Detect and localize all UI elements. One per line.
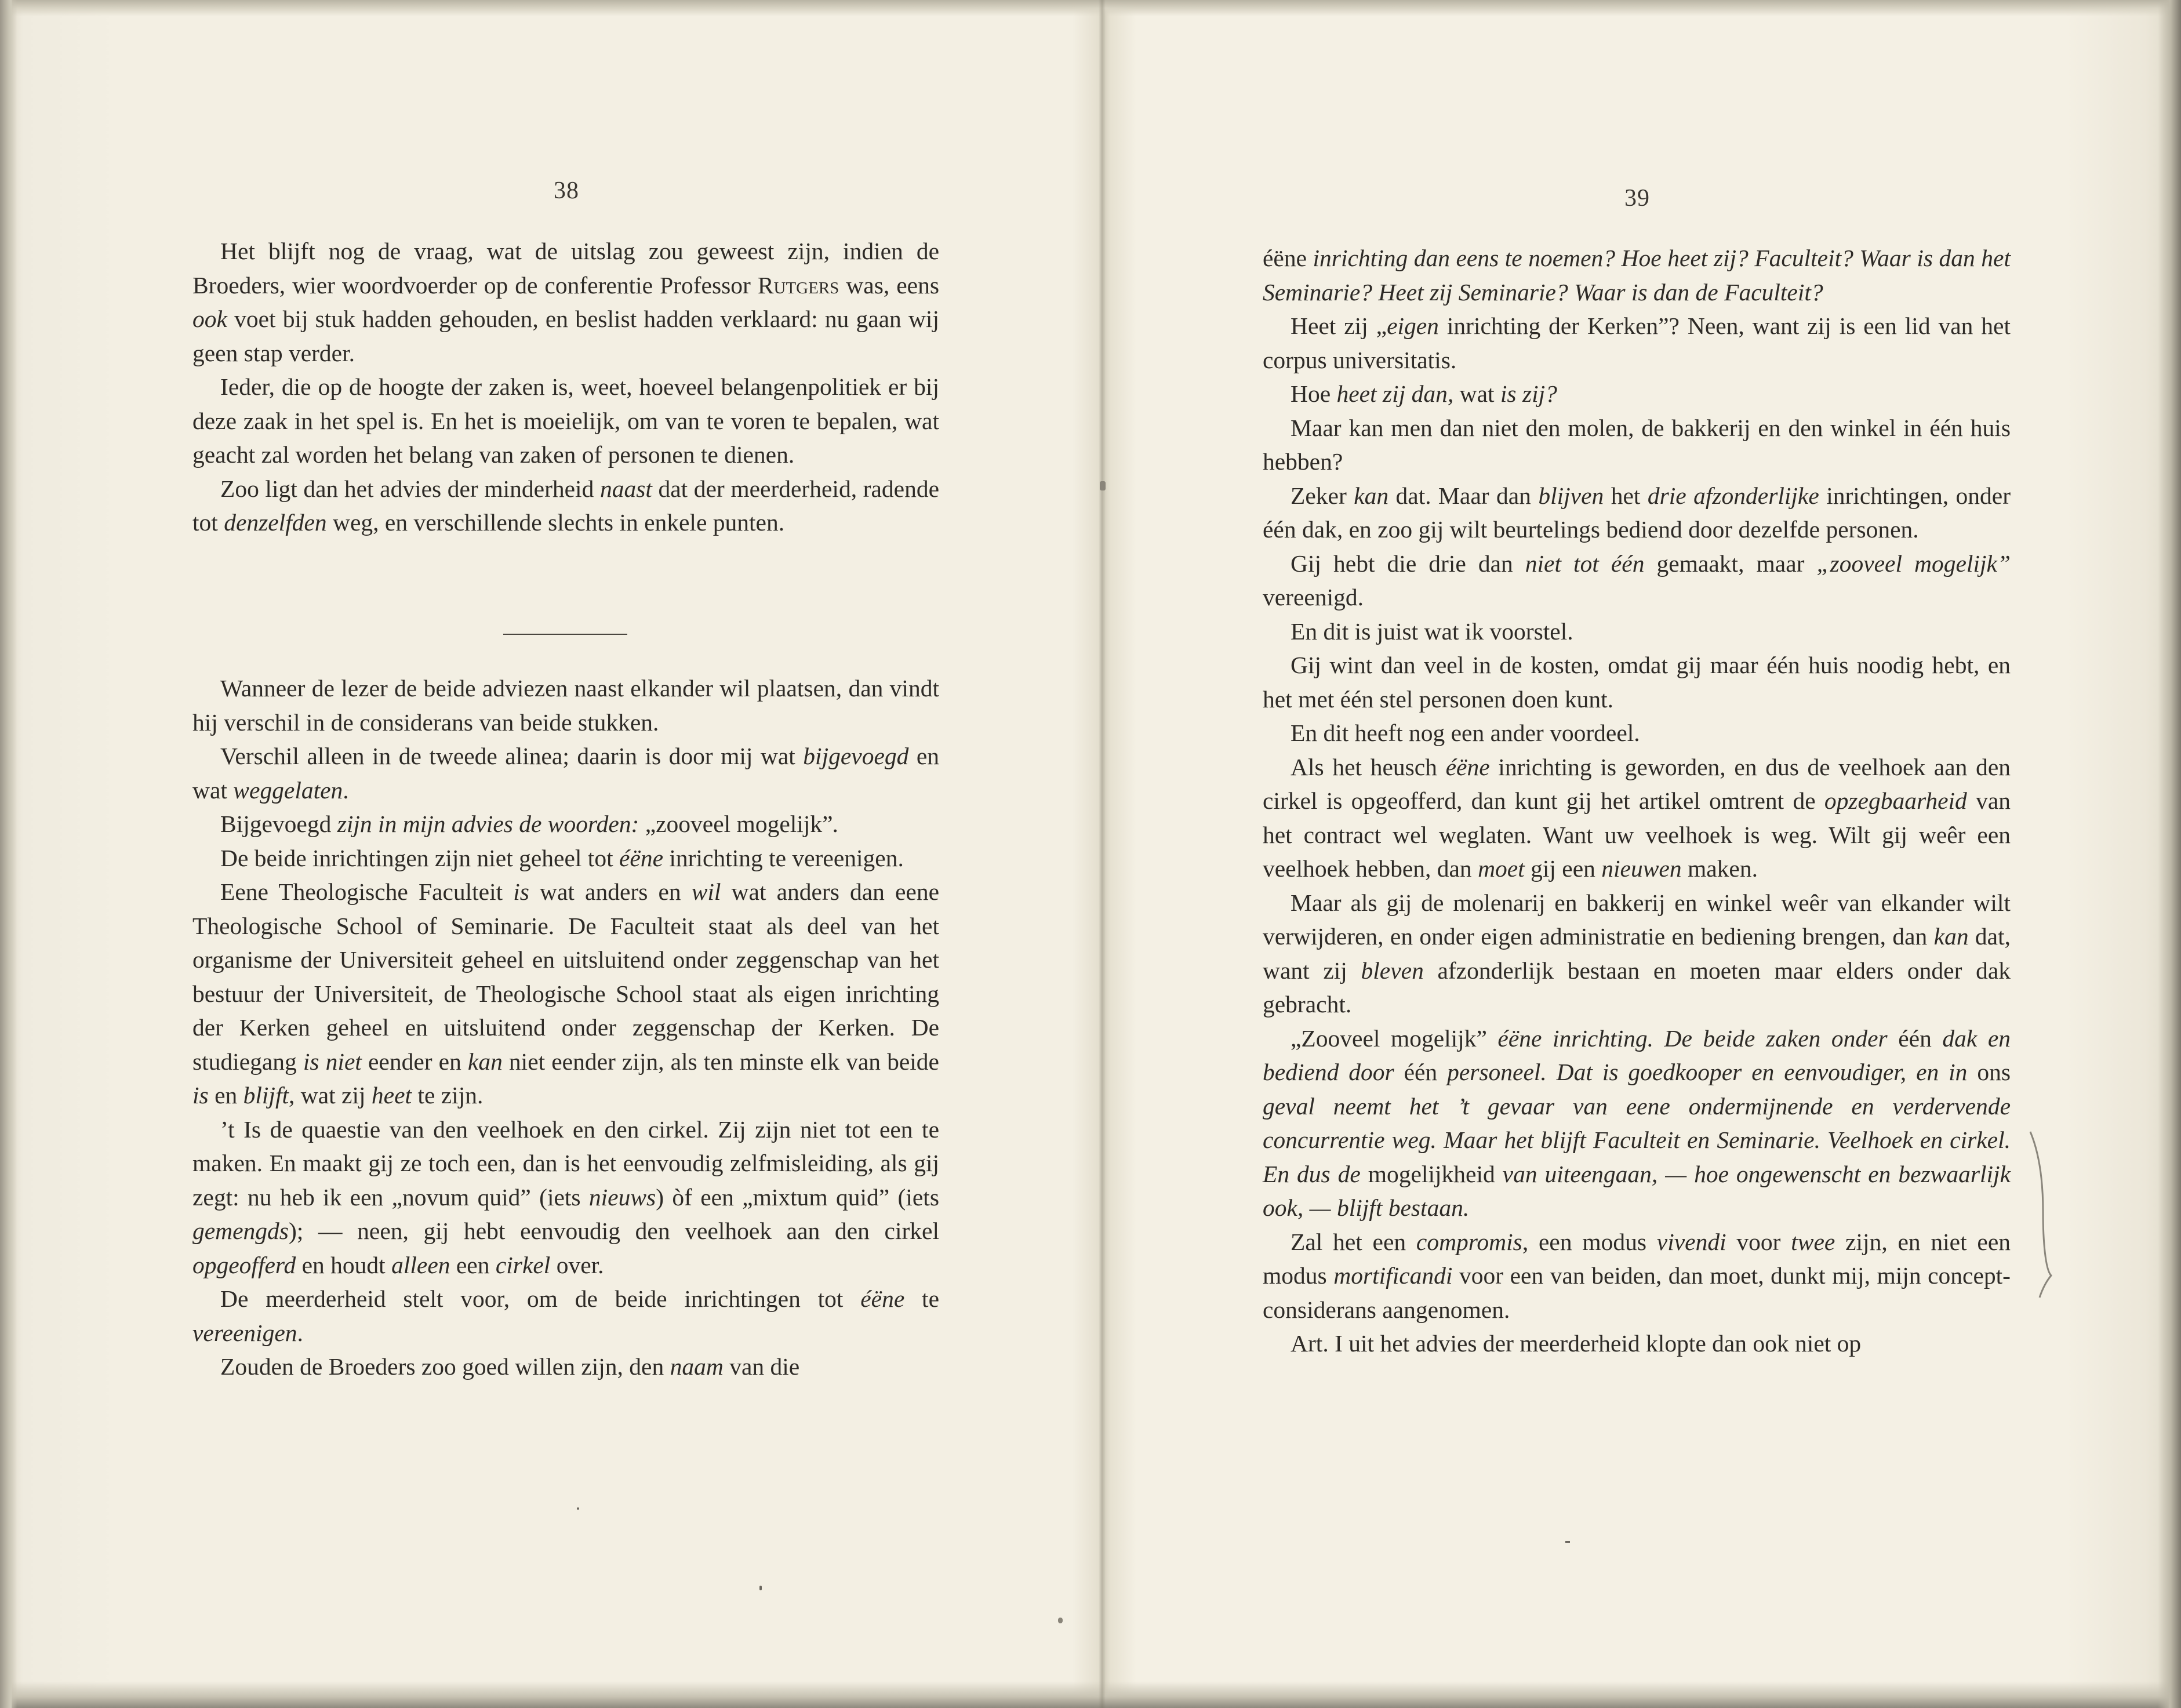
italic-emphasis: éëne <box>860 1285 905 1312</box>
paragraph <box>192 841 939 875</box>
text-run: , een modus <box>1522 1228 1657 1255</box>
paper-speck <box>1565 1541 1570 1543</box>
italic-emphasis: wil <box>691 878 721 905</box>
paragraph: Gij wint dan veel in de kosten, omdat gij maar één huis noodig hebt, en het met één stel personen doen kunt. <box>1263 652 2011 713</box>
italic-emphasis: inrichting dan eens te noemen? Hoe heet zij? Faculteit? Waar is dan het Seminarie? Heet zij Seminarie? Waar is dan de Faculteit? <box>1263 245 2011 306</box>
italic-emphasis: opgeofferd <box>192 1251 296 1278</box>
italic-emphasis: drie afzonderlijke <box>1647 482 1819 509</box>
paper-edge-top <box>12 0 2169 16</box>
italic-emphasis: dak en bediend door <box>1263 1024 2011 1085</box>
text-run: Heet zij „ <box>1291 312 1387 339</box>
italic-emphasis: naast <box>599 475 652 502</box>
text-run: Gij hebt die drie dan <box>1291 550 1525 577</box>
italic-emphasis: . <box>833 811 839 837</box>
text-run: De meerderheid stelt voor, om de beide inrichtingen tot <box>220 1285 861 1312</box>
italic-emphasis: bijgevoegd <box>803 743 909 769</box>
text-run: voet bij stuk hadden gehouden, en beslist hadden verklaard: nu gaan wij geen stap verder. <box>192 306 939 366</box>
text-run: van het contract wel weglaten. Want uw veelhoek is weg. Wilt gij weêr een veelhoek hebben, dan <box>1263 787 2011 882</box>
section-divider <box>503 634 627 635</box>
paragraph <box>192 1282 939 1350</box>
paper-edge-right <box>2158 0 2181 1708</box>
text-run: Eene Theologische Faculteit <box>220 878 514 905</box>
italic-emphasis: „zooveel mogelijk” <box>1816 550 2011 577</box>
paragraph <box>192 472 939 540</box>
text-run: Zoo ligt dan het advies der minderheid <box>220 475 600 502</box>
text-run: „Zooveel mogelijk” <box>1291 1024 1487 1052</box>
text-run: een <box>450 1251 496 1278</box>
text-run: Zal het een <box>1291 1228 1416 1255</box>
italic-emphasis: denzelfden <box>224 509 327 536</box>
paragraph <box>192 1113 939 1282</box>
italic-emphasis: zijn in mijn advies de woorden: <box>331 811 645 837</box>
italic-emphasis: geval neemt het ’t gevaar van eene ondermijnende en verdervende concurrentie weg. Maar het blijft Faculteit en Seminarie. Veelhoek en cirkel. En dus de <box>1263 1092 2011 1187</box>
paragraph <box>1263 241 2011 309</box>
italic-emphasis: personeel. Dat is goedkooper en eenvoudiger, en in <box>1437 1059 1978 1085</box>
paragraph: Maar kan men dan niet den molen, de bakkerij en den winkel in één huis hebben? <box>1263 414 2011 475</box>
text-run: één <box>1404 1059 1438 1085</box>
text-run: gij een <box>1524 855 1602 882</box>
italic-emphasis: éëne inrichting. De beide zaken onder <box>1486 1024 1899 1052</box>
italic-emphasis: is <box>192 1082 209 1109</box>
text-run: wat anders en <box>529 878 692 905</box>
text-run: ons <box>1977 1059 2011 1085</box>
paragraph <box>1263 547 2011 615</box>
text-run: Verschil alleen in de tweede alinea; daarin is door mij wat <box>220 743 804 769</box>
italic-emphasis: alleen <box>391 1251 450 1278</box>
italic-emphasis: kan <box>467 1048 503 1075</box>
right-page-number: 39 <box>1624 185 1650 212</box>
italic-emphasis: mortificandi <box>1333 1262 1453 1289</box>
italic-emphasis: twee <box>1791 1228 1835 1255</box>
italic-emphasis: heet zij dan, <box>1331 380 1460 407</box>
paragraph <box>192 234 939 370</box>
italic-emphasis: weggelaten <box>233 776 343 804</box>
text-run: afzonderlijk bestaan en moeten maar elders onder dak gebracht. <box>1263 957 2011 1017</box>
italic-emphasis: bleven <box>1361 957 1424 984</box>
text-run: wat anders dan eene Theologische School of Seminarie. De Faculteit staat als deel van het organisme der Universiteit geheel en uitsluitend onder zeggenschap van het bestuur der Universiteit, de Theologische School staat als eigen inrichting der Kerken geheel en uitsluitend onder zeggenschap der Kerken. De studiegang <box>192 878 939 1075</box>
book-gutter <box>1099 0 1106 1708</box>
paragraph <box>192 807 939 841</box>
text-run: Hoe <box>1291 380 1331 407</box>
text-run: Als het heusch <box>1291 753 1446 780</box>
text-run: zijn, en niet een modus <box>1263 1228 2011 1289</box>
text-run: te <box>904 1285 940 1312</box>
small-caps-name: Rutgers <box>757 271 839 299</box>
italic-emphasis: niet tot één <box>1525 550 1645 577</box>
text-run: gemaakt, maar <box>1644 550 1817 577</box>
italic-emphasis: gemengds <box>192 1218 289 1244</box>
paragraph <box>192 739 939 807</box>
italic-emphasis: vivendi <box>1656 1228 1726 1255</box>
paragraph <box>192 1350 939 1384</box>
text-run: te zijn. <box>412 1082 484 1109</box>
text-run: dat der meerderheid, radende tot <box>192 475 939 536</box>
paragraph: Art. I uit het advies der meerderheid klopte dan ook niet op <box>1291 1330 1862 1357</box>
text-run: en wat <box>192 743 939 804</box>
paper-edge-left <box>0 0 17 1708</box>
italic-emphasis: éëne <box>619 844 663 871</box>
left-page-text-bottom <box>192 671 939 1384</box>
italic-emphasis: blijft <box>243 1082 289 1109</box>
paper-speck <box>577 1507 579 1510</box>
text-run: over. <box>550 1251 604 1278</box>
paragraph <box>1263 479 2011 547</box>
text-run: van die <box>723 1353 800 1380</box>
text-run: De beide inrichtingen zijn niet geheel tot <box>220 844 619 871</box>
text-run: ’t Is de quaestie van den veelhoek en den cirkel. Zij zijn niet tot een te maken. En maakt gij ze toch een, dan is het eenvoudig zelfmisleiding, als gij zegt: nu heb ik een „novum quid” (iets <box>192 1115 939 1211</box>
italic-emphasis: vereenigen <box>192 1319 297 1346</box>
italic-emphasis: blijven <box>1538 482 1604 509</box>
italic-emphasis: moet <box>1478 855 1525 882</box>
text-run: Zeker <box>1291 482 1354 509</box>
italic-emphasis: nieuwen <box>1601 855 1682 882</box>
paragraph <box>1263 1225 2011 1327</box>
paper-edge-bottom <box>12 1681 2169 1708</box>
italic-emphasis: is niet <box>303 1048 362 1075</box>
text-run: weg, en verschillende slechts in enkele punten. <box>326 509 785 536</box>
text-run: inrichting der Kerken”? Neen, want zij is een lid van het corpus universitatis. <box>1263 312 2011 373</box>
text-run: inrichting te vereenigen. <box>663 844 904 871</box>
italic-emphasis: cirkel <box>495 1251 551 1278</box>
text-run: inrichting is geworden, en dus de veelhoek aan den cirkel is opgeofferd, dan kunt gij het artikel omtrent de <box>1263 753 2011 814</box>
text-run: ); — neen, gij hebt eenvoudig den veelhoek aan den cirkel <box>288 1218 939 1244</box>
text-run: éëne <box>1263 245 1307 271</box>
paragraph <box>1263 1022 2011 1225</box>
paragraph: En dit is juist wat ik voorstel. <box>1291 617 1573 645</box>
italic-emphasis: heet <box>371 1082 412 1109</box>
paragraph <box>1263 750 2011 886</box>
text-run: . <box>297 1319 303 1346</box>
text-run: Bijgevoegd <box>220 811 332 837</box>
text-run: niet eender zijn, als ten minste elk van beide <box>502 1048 939 1075</box>
text-run: maken. <box>1681 855 1758 882</box>
italic-emphasis: compromis <box>1416 1228 1522 1255</box>
paragraph <box>1263 377 2011 411</box>
text-run: inrichtingen, onder één dak, en zoo gij wilt beurtelings bediend door dezelfde personen. <box>1263 482 2011 543</box>
paper-speck <box>1058 1618 1063 1623</box>
italic-emphasis: naam <box>670 1353 724 1380</box>
italic-emphasis: kan <box>1933 923 1969 950</box>
text-run: was, eens <box>839 271 939 299</box>
left-page-number: 38 <box>554 177 579 204</box>
paragraph: Ieder, die op de hoogte der zaken is, weet, hoeveel belangenpolitiek er bij deze zaak in het spel is. En het is moeielijk, om van te voren te bepalen, wat geacht zal worden het belang van zaken of personen te dienen. <box>192 373 939 468</box>
text-run: vereenigd. <box>1263 584 1364 610</box>
italic-emphasis: is <box>513 878 529 905</box>
italic-emphasis: éëne <box>1445 753 1490 780</box>
text-run: mogelijkheid <box>1368 1160 1495 1187</box>
text-run: voor een van beiden, dan moet, dunkt mij, mijn concept-considerans aangenomen. <box>1263 1262 2011 1323</box>
text-run: dat, want zij <box>1263 923 2011 984</box>
italic-emphasis: nieuws <box>588 1183 656 1211</box>
text-run: Zouden de Broeders zoo goed willen zijn, den <box>220 1353 670 1380</box>
paragraph <box>1263 309 2011 377</box>
text-run: Maar als gij de molenarij en bakkerij en winkel weêr van elkander wilt verwijderen, en onder eigen administratie en bediening brengen, dan <box>1263 889 2011 950</box>
italic-emphasis: is zij? <box>1494 380 1557 407</box>
paragraph: Wanneer de lezer de beide adviezen naast elkander wil plaatsen, dan vindt hij verschil in de considerans van beide stukken. <box>192 675 939 736</box>
paragraph <box>192 875 939 1113</box>
text-run: voor <box>1726 1228 1791 1255</box>
text-run: „zooveel mogelijk” <box>645 811 833 837</box>
paper-speck <box>759 1586 762 1590</box>
italic-emphasis: eigen <box>1387 312 1439 339</box>
text-run: ) òf een „mixtum quid” (iets <box>656 1183 939 1211</box>
paper-speck <box>1100 481 1106 490</box>
paragraph <box>1263 886 2011 1022</box>
text-run: Het blijft nog de vraag, wat de uitslag zou geweest zijn, indien de Broeders, wier woordvoerder op de conferentie Professor <box>192 238 939 299</box>
italic-emphasis: kan <box>1354 482 1389 509</box>
text-run: dat. Maar dan <box>1388 482 1539 509</box>
text-run: één <box>1898 1024 1932 1052</box>
italic-emphasis: opzegbaarheid <box>1824 787 1967 814</box>
paragraph: En dit heeft nog een ander voordeel. <box>1291 719 1640 746</box>
italic-emphasis: ook <box>192 306 227 332</box>
left-page-text-top <box>192 234 939 540</box>
text-run: en <box>208 1082 243 1109</box>
text-run: , wat zij <box>289 1082 372 1109</box>
margin-pencil-bracket <box>2028 1131 2055 1299</box>
italic-emphasis: van uiteengaan, — hoe ongewenscht en bezwaarlijk ook, — blijft bestaan. <box>1263 1160 2011 1221</box>
text-run: eender en <box>361 1048 468 1075</box>
text-run: het <box>1604 482 1648 509</box>
text-run: . <box>343 776 349 804</box>
text-run: wat <box>1459 380 1495 407</box>
text-run: en houdt <box>296 1251 392 1278</box>
right-page-text <box>1263 241 2011 1361</box>
